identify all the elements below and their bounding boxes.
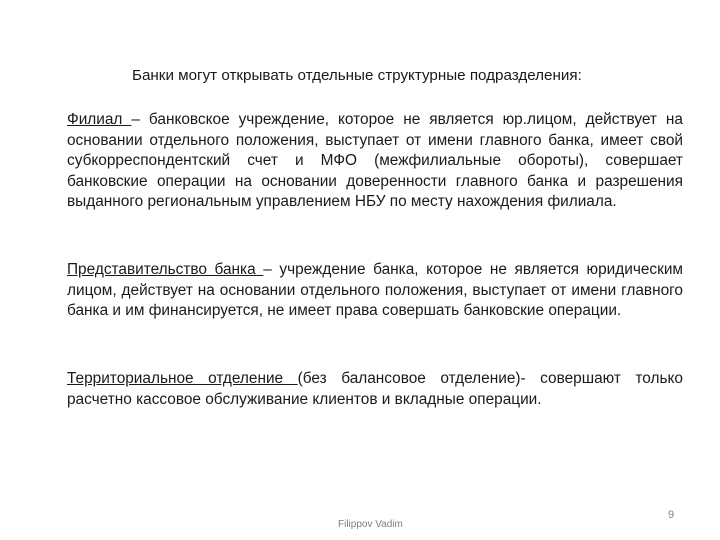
footer-author: Filippov Vadim [338, 519, 403, 530]
paragraph-branch [67, 110, 683, 213]
slide-heading: Банки могут открывать отдельные структурные подразделения: [132, 67, 582, 84]
paragraph-territorial-office [67, 369, 683, 410]
term-bank: банка [214, 261, 264, 278]
term-representative: Представительство [67, 261, 215, 278]
term-branch: Филиал [67, 111, 132, 128]
definition-representative-office: – учреждение банка, которое не является юридическим лицом, действует на основании отдельного положения, выступает от имени главного банка и им финансируется, не имеет права совершать банковские операции. [67, 261, 684, 320]
term-office: отделение [208, 370, 298, 387]
paragraph-representative-office [67, 260, 683, 322]
definition-territorial-office: (без балансовое отделение)- совершают только расчетно кассовое обслуживание клиентов и вкладные операции. [67, 370, 683, 408]
page-number: 9 [668, 509, 675, 521]
term-territorial: Территориальное [67, 370, 209, 387]
definition-branch: – банковское учреждение, которое не является юр.лицом, действует на основании отдельного положения, выступает от имени главного банка, имеет свой субкорреспондентский счет и МФО (межфилиальные обороты), совершает банковские операции на основании доверенности главного банка и разрешения выданного региональным управлением НБУ по месту нахождения филиала. [67, 111, 683, 211]
